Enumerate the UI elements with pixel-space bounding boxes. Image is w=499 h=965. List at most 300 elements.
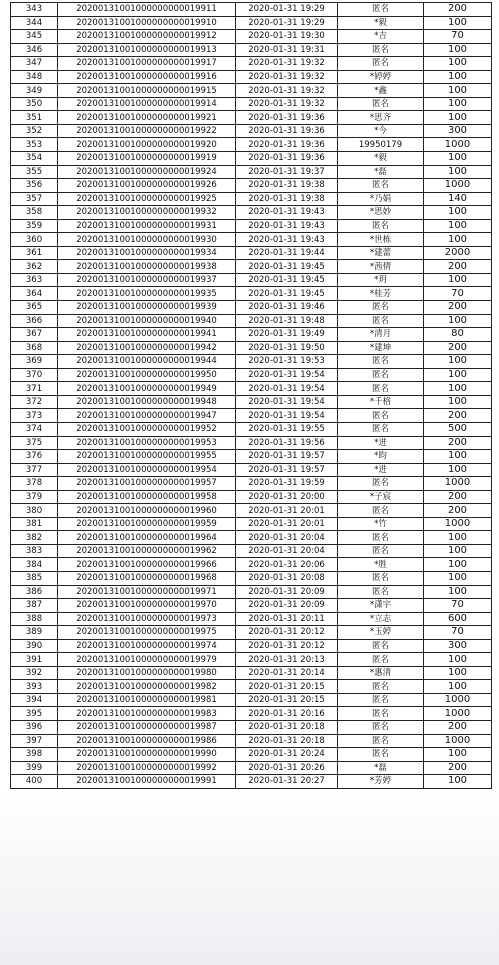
donation-time-cell: 2020-01-31 19:54	[236, 395, 338, 409]
donation-time-cell: 2020-01-31 19:59	[236, 477, 338, 491]
row-number-cell: 361	[11, 246, 58, 260]
amount-cell: 100	[424, 585, 492, 599]
donor-name-cell: *子宸	[338, 490, 424, 504]
donor-name-cell: *进	[338, 463, 424, 477]
row-number-cell: 360	[11, 233, 58, 247]
amount-cell: 100	[424, 544, 492, 558]
donor-name-cell: *昀	[338, 450, 424, 464]
amount-cell: 100	[424, 233, 492, 247]
amount-cell: 2000	[424, 246, 492, 260]
row-number-cell: 367	[11, 328, 58, 342]
donation-time-cell: 2020-01-31 20:06	[236, 558, 338, 572]
donation-id-cell: 20200131001000000000019955	[58, 450, 236, 464]
row-number-cell: 386	[11, 585, 58, 599]
row-number-cell: 393	[11, 680, 58, 694]
table-row	[11, 517, 492, 531]
amount-cell: 1000	[424, 138, 492, 152]
row-number-cell: 390	[11, 639, 58, 653]
donation-time-cell: 2020-01-31 19:48	[236, 314, 338, 328]
donation-time-cell: 2020-01-31 20:00	[236, 490, 338, 504]
row-number-cell: 356	[11, 179, 58, 193]
donation-time-cell: 2020-01-31 20:15	[236, 680, 338, 694]
donor-name-cell: 匿名	[338, 734, 424, 748]
amount-cell: 70	[424, 30, 492, 44]
donor-name-cell: 匿名	[338, 531, 424, 545]
donation-time-cell: 2020-01-31 19:38	[236, 179, 338, 193]
amount-cell: 100	[424, 531, 492, 545]
donor-name-cell: 匿名	[338, 219, 424, 233]
table-row	[11, 179, 492, 193]
donation-id-cell: 20200131001000000000019981	[58, 693, 236, 707]
table-row	[11, 395, 492, 409]
table-row	[11, 287, 492, 301]
donor-name-cell: *玥	[338, 273, 424, 287]
donation-id-cell: 20200131001000000000019958	[58, 490, 236, 504]
donor-name-cell: 匿名	[338, 571, 424, 585]
amount-cell: 200	[424, 409, 492, 423]
donation-id-cell: 20200131001000000000019966	[58, 558, 236, 572]
amount-cell: 100	[424, 219, 492, 233]
table-row	[11, 666, 492, 680]
row-number-cell: 358	[11, 206, 58, 220]
table-row	[11, 707, 492, 721]
table-row	[11, 544, 492, 558]
amount-cell: 100	[424, 43, 492, 57]
amount-cell: 1000	[424, 734, 492, 748]
row-number-cell: 400	[11, 775, 58, 789]
table-row	[11, 775, 492, 789]
donor-name-cell: 匿名	[338, 382, 424, 396]
donor-name-cell: *惠清	[338, 666, 424, 680]
table-row	[11, 680, 492, 694]
table-row	[11, 260, 492, 274]
amount-cell: 70	[424, 599, 492, 613]
amount-cell: 200	[424, 260, 492, 274]
table-row	[11, 192, 492, 206]
donation-id-cell: 20200131001000000000019922	[58, 124, 236, 138]
row-number-cell: 359	[11, 219, 58, 233]
donation-id-cell: 20200131001000000000019910	[58, 16, 236, 30]
row-number-cell: 344	[11, 16, 58, 30]
amount-cell: 500	[424, 422, 492, 436]
table-row	[11, 341, 492, 355]
donation-id-cell: 20200131001000000000019912	[58, 30, 236, 44]
donation-id-cell: 20200131001000000000019990	[58, 748, 236, 762]
donation-id-cell: 20200131001000000000019949	[58, 382, 236, 396]
donation-id-cell: 20200131001000000000019980	[58, 666, 236, 680]
amount-cell: 1000	[424, 179, 492, 193]
table-row	[11, 409, 492, 423]
amount-cell: 100	[424, 206, 492, 220]
amount-cell: 100	[424, 463, 492, 477]
donation-time-cell: 2020-01-31 19:32	[236, 70, 338, 84]
table-row	[11, 734, 492, 748]
donor-name-cell: 匿名	[338, 179, 424, 193]
amount-cell: 100	[424, 382, 492, 396]
donor-name-cell: *今	[338, 124, 424, 138]
donation-time-cell: 2020-01-31 20:15	[236, 693, 338, 707]
row-number-cell: 382	[11, 531, 58, 545]
donation-time-cell: 2020-01-31 19:36	[236, 124, 338, 138]
amount-cell: 70	[424, 287, 492, 301]
donor-name-cell: *芳婷	[338, 775, 424, 789]
donation-time-cell: 2020-01-31 20:16	[236, 707, 338, 721]
row-number-cell: 345	[11, 30, 58, 44]
table-row	[11, 328, 492, 342]
table-row	[11, 477, 492, 491]
donation-time-cell: 2020-01-31 20:09	[236, 599, 338, 613]
donor-name-cell: 匿名	[338, 422, 424, 436]
donation-time-cell: 2020-01-31 19:36	[236, 152, 338, 166]
donation-time-cell: 2020-01-31 20:14	[236, 666, 338, 680]
amount-cell: 1000	[424, 707, 492, 721]
donation-time-cell: 2020-01-31 20:08	[236, 571, 338, 585]
donor-name-cell: *毅	[338, 152, 424, 166]
table-row	[11, 612, 492, 626]
row-number-cell: 347	[11, 57, 58, 71]
donation-time-cell: 2020-01-31 19:45	[236, 273, 338, 287]
amount-cell: 200	[424, 720, 492, 734]
table-row	[11, 57, 492, 71]
row-number-cell: 396	[11, 720, 58, 734]
table-row	[11, 490, 492, 504]
amount-cell: 80	[424, 328, 492, 342]
amount-cell: 100	[424, 111, 492, 125]
donation-id-cell: 20200131001000000000019971	[58, 585, 236, 599]
table-row	[11, 382, 492, 396]
donation-id-cell: 20200131001000000000019987	[58, 720, 236, 734]
row-number-cell: 379	[11, 490, 58, 504]
amount-cell: 200	[424, 490, 492, 504]
table-row	[11, 653, 492, 667]
table-row	[11, 152, 492, 166]
table-row	[11, 233, 492, 247]
amount-cell: 200	[424, 504, 492, 518]
table-row	[11, 219, 492, 233]
donation-id-cell: 20200131001000000000019950	[58, 368, 236, 382]
amount-cell: 300	[424, 124, 492, 138]
donation-id-cell: 20200131001000000000019982	[58, 680, 236, 694]
donation-id-cell: 20200131001000000000019979	[58, 653, 236, 667]
table-row	[11, 30, 492, 44]
donor-name-cell: 匿名	[338, 57, 424, 71]
donation-time-cell: 2020-01-31 19:49	[236, 328, 338, 342]
donation-time-cell: 2020-01-31 19:43	[236, 233, 338, 247]
donor-name-cell: 匿名	[338, 477, 424, 491]
donor-name-cell: 匿名	[338, 639, 424, 653]
donation-time-cell: 2020-01-31 20:09	[236, 585, 338, 599]
table-row	[11, 585, 492, 599]
table-row	[11, 626, 492, 640]
row-number-cell: 368	[11, 341, 58, 355]
donation-time-cell: 2020-01-31 20:18	[236, 720, 338, 734]
row-number-cell: 349	[11, 84, 58, 98]
row-number-cell: 352	[11, 124, 58, 138]
donor-name-cell: *竹	[338, 517, 424, 531]
donation-time-cell: 2020-01-31 19:55	[236, 422, 338, 436]
table-row	[11, 84, 492, 98]
donation-time-cell: 2020-01-31 19:43	[236, 206, 338, 220]
donor-name-cell: 匿名	[338, 680, 424, 694]
donor-name-cell: 匿名	[338, 653, 424, 667]
row-number-cell: 381	[11, 517, 58, 531]
table-row	[11, 3, 492, 17]
donation-id-cell: 20200131001000000000019944	[58, 355, 236, 369]
row-number-cell: 362	[11, 260, 58, 274]
donation-time-cell: 2020-01-31 19:44	[236, 246, 338, 260]
donor-name-cell: *进	[338, 436, 424, 450]
amount-cell: 100	[424, 57, 492, 71]
table-row	[11, 16, 492, 30]
donor-name-cell: *世栋	[338, 233, 424, 247]
row-number-cell: 353	[11, 138, 58, 152]
donation-id-cell: 20200131001000000000019938	[58, 260, 236, 274]
row-number-cell: 383	[11, 544, 58, 558]
amount-cell: 200	[424, 341, 492, 355]
donation-id-cell: 20200131001000000000019974	[58, 639, 236, 653]
donation-id-cell: 20200131001000000000019931	[58, 219, 236, 233]
donation-time-cell: 2020-01-31 19:38	[236, 192, 338, 206]
donation-id-cell: 20200131001000000000019932	[58, 206, 236, 220]
amount-cell: 100	[424, 775, 492, 789]
amount-cell: 100	[424, 165, 492, 179]
donation-id-cell: 20200131001000000000019942	[58, 341, 236, 355]
donor-name-cell: 匿名	[338, 720, 424, 734]
donor-name-cell: 匿名	[338, 707, 424, 721]
donor-name-cell: 匿名	[338, 97, 424, 111]
amount-cell: 100	[424, 666, 492, 680]
donation-time-cell: 2020-01-31 20:04	[236, 531, 338, 545]
donation-time-cell: 2020-01-31 20:01	[236, 517, 338, 531]
donation-id-cell: 20200131001000000000019917	[58, 57, 236, 71]
donor-name-cell: *思齐	[338, 111, 424, 125]
table-row	[11, 314, 492, 328]
donation-id-cell: 20200131001000000000019975	[58, 626, 236, 640]
row-number-cell: 373	[11, 409, 58, 423]
donation-id-cell: 20200131001000000000019947	[58, 409, 236, 423]
donation-time-cell: 2020-01-31 19:53	[236, 355, 338, 369]
donor-name-cell: *吉	[338, 30, 424, 44]
row-number-cell: 350	[11, 97, 58, 111]
amount-cell: 100	[424, 680, 492, 694]
row-number-cell: 391	[11, 653, 58, 667]
donation-id-cell: 20200131001000000000019957	[58, 477, 236, 491]
row-number-cell: 364	[11, 287, 58, 301]
amount-cell: 100	[424, 355, 492, 369]
donation-id-cell: 20200131001000000000019992	[58, 761, 236, 775]
row-number-cell: 371	[11, 382, 58, 396]
donor-name-cell: 匿名	[338, 693, 424, 707]
donation-time-cell: 2020-01-31 19:57	[236, 450, 338, 464]
donor-name-cell: *立志	[338, 612, 424, 626]
donor-name-cell: 匿名	[338, 504, 424, 518]
donation-time-cell: 2020-01-31 19:36	[236, 138, 338, 152]
donation-table-sheet	[10, 2, 491, 789]
donor-name-cell: *建蕾	[338, 246, 424, 260]
table-row	[11, 761, 492, 775]
row-number-cell: 357	[11, 192, 58, 206]
row-number-cell: 343	[11, 3, 58, 17]
donor-name-cell: 匿名	[338, 43, 424, 57]
donation-id-cell: 20200131001000000000019983	[58, 707, 236, 721]
donation-id-cell: 20200131001000000000019948	[58, 395, 236, 409]
table-row	[11, 558, 492, 572]
donor-name-cell: *磊	[338, 165, 424, 179]
table-row	[11, 531, 492, 545]
donor-name-cell: *桂芳	[338, 287, 424, 301]
donation-id-cell: 20200131001000000000019934	[58, 246, 236, 260]
table-row	[11, 97, 492, 111]
amount-cell: 100	[424, 84, 492, 98]
donation-time-cell: 2020-01-31 20:12	[236, 626, 338, 640]
donor-name-cell: *茜倩	[338, 260, 424, 274]
donation-time-cell: 2020-01-31 19:32	[236, 57, 338, 71]
row-number-cell: 395	[11, 707, 58, 721]
row-number-cell: 370	[11, 368, 58, 382]
donor-name-cell: *乃娟	[338, 192, 424, 206]
amount-cell: 1000	[424, 693, 492, 707]
donation-id-cell: 20200131001000000000019941	[58, 328, 236, 342]
donation-time-cell: 2020-01-31 19:54	[236, 409, 338, 423]
table-row	[11, 43, 492, 57]
table-row	[11, 571, 492, 585]
row-number-cell: 387	[11, 599, 58, 613]
page-background	[0, 790, 499, 965]
donation-table	[10, 2, 492, 789]
donation-id-cell: 20200131001000000000019925	[58, 192, 236, 206]
table-row	[11, 639, 492, 653]
row-number-cell: 369	[11, 355, 58, 369]
amount-cell: 100	[424, 748, 492, 762]
table-row	[11, 436, 492, 450]
donation-time-cell: 2020-01-31 20:13	[236, 653, 338, 667]
donor-name-cell: 匿名	[338, 748, 424, 762]
amount-cell: 100	[424, 273, 492, 287]
table-row	[11, 748, 492, 762]
donation-time-cell: 2020-01-31 19:45	[236, 287, 338, 301]
row-number-cell: 398	[11, 748, 58, 762]
donation-time-cell: 2020-01-31 20:27	[236, 775, 338, 789]
amount-cell: 100	[424, 70, 492, 84]
donation-id-cell: 20200131001000000000019960	[58, 504, 236, 518]
table-row	[11, 273, 492, 287]
table-row	[11, 463, 492, 477]
table-row	[11, 693, 492, 707]
row-number-cell: 375	[11, 436, 58, 450]
amount-cell: 100	[424, 571, 492, 585]
table-row	[11, 206, 492, 220]
row-number-cell: 366	[11, 314, 58, 328]
donor-name-cell: *毅	[338, 16, 424, 30]
donation-time-cell: 2020-01-31 19:30	[236, 30, 338, 44]
donation-id-cell: 20200131001000000000019914	[58, 97, 236, 111]
donation-time-cell: 2020-01-31 19:31	[236, 43, 338, 57]
donation-time-cell: 2020-01-31 20:04	[236, 544, 338, 558]
amount-cell: 200	[424, 3, 492, 17]
donation-time-cell: 2020-01-31 19:36	[236, 111, 338, 125]
amount-cell: 1000	[424, 477, 492, 491]
table-row	[11, 165, 492, 179]
donor-name-cell: 匿名	[338, 3, 424, 17]
donation-time-cell: 2020-01-31 19:29	[236, 3, 338, 17]
row-number-cell: 385	[11, 571, 58, 585]
donation-time-cell: 2020-01-31 19:57	[236, 463, 338, 477]
table-row	[11, 422, 492, 436]
donation-time-cell: 2020-01-31 19:43	[236, 219, 338, 233]
amount-cell: 100	[424, 16, 492, 30]
donation-time-cell: 2020-01-31 19:32	[236, 97, 338, 111]
amount-cell: 100	[424, 97, 492, 111]
donation-id-cell: 20200131001000000000019986	[58, 734, 236, 748]
donor-name-cell: *潇宇	[338, 599, 424, 613]
donation-time-cell: 2020-01-31 19:56	[236, 436, 338, 450]
table-row	[11, 450, 492, 464]
table-row	[11, 124, 492, 138]
donation-time-cell: 2020-01-31 19:54	[236, 368, 338, 382]
donation-id-cell: 20200131001000000000019935	[58, 287, 236, 301]
donation-time-cell: 2020-01-31 20:24	[236, 748, 338, 762]
amount-cell: 200	[424, 301, 492, 315]
row-number-cell: 376	[11, 450, 58, 464]
donation-id-cell: 20200131001000000000019916	[58, 70, 236, 84]
table-row	[11, 368, 492, 382]
amount-cell: 100	[424, 450, 492, 464]
donation-time-cell: 2020-01-31 19:32	[236, 84, 338, 98]
donation-id-cell: 20200131001000000000019973	[58, 612, 236, 626]
donation-time-cell: 2020-01-31 20:12	[236, 639, 338, 653]
amount-cell: 600	[424, 612, 492, 626]
donation-time-cell: 2020-01-31 19:29	[236, 16, 338, 30]
table-row	[11, 138, 492, 152]
row-number-cell: 365	[11, 301, 58, 315]
table-row	[11, 301, 492, 315]
donor-name-cell: *胜	[338, 558, 424, 572]
table-row	[11, 355, 492, 369]
donor-name-cell: 匿名	[338, 314, 424, 328]
donor-name-cell: *磊	[338, 761, 424, 775]
donor-name-cell: *千格	[338, 395, 424, 409]
donation-time-cell: 2020-01-31 19:54	[236, 382, 338, 396]
table-row	[11, 720, 492, 734]
row-number-cell: 372	[11, 395, 58, 409]
amount-cell: 300	[424, 639, 492, 653]
donation-id-cell: 20200131001000000000019952	[58, 422, 236, 436]
table-row	[11, 504, 492, 518]
amount-cell: 100	[424, 368, 492, 382]
donation-id-cell: 20200131001000000000019924	[58, 165, 236, 179]
row-number-cell: 378	[11, 477, 58, 491]
amount-cell: 70	[424, 626, 492, 640]
donation-id-cell: 20200131001000000000019962	[58, 544, 236, 558]
amount-cell: 100	[424, 653, 492, 667]
row-number-cell: 394	[11, 693, 58, 707]
donor-name-cell: 匿名	[338, 585, 424, 599]
row-number-cell: 392	[11, 666, 58, 680]
donor-name-cell: 匿名	[338, 355, 424, 369]
donation-id-cell: 20200131001000000000019964	[58, 531, 236, 545]
donation-id-cell: 20200131001000000000019959	[58, 517, 236, 531]
row-number-cell: 384	[11, 558, 58, 572]
amount-cell: 100	[424, 395, 492, 409]
amount-cell: 100	[424, 314, 492, 328]
row-number-cell: 388	[11, 612, 58, 626]
row-number-cell: 397	[11, 734, 58, 748]
donation-id-cell: 20200131001000000000019940	[58, 314, 236, 328]
donation-id-cell: 20200131001000000000019930	[58, 233, 236, 247]
table-row	[11, 111, 492, 125]
donor-name-cell: 19950179	[338, 138, 424, 152]
donor-name-cell: 匿名	[338, 301, 424, 315]
